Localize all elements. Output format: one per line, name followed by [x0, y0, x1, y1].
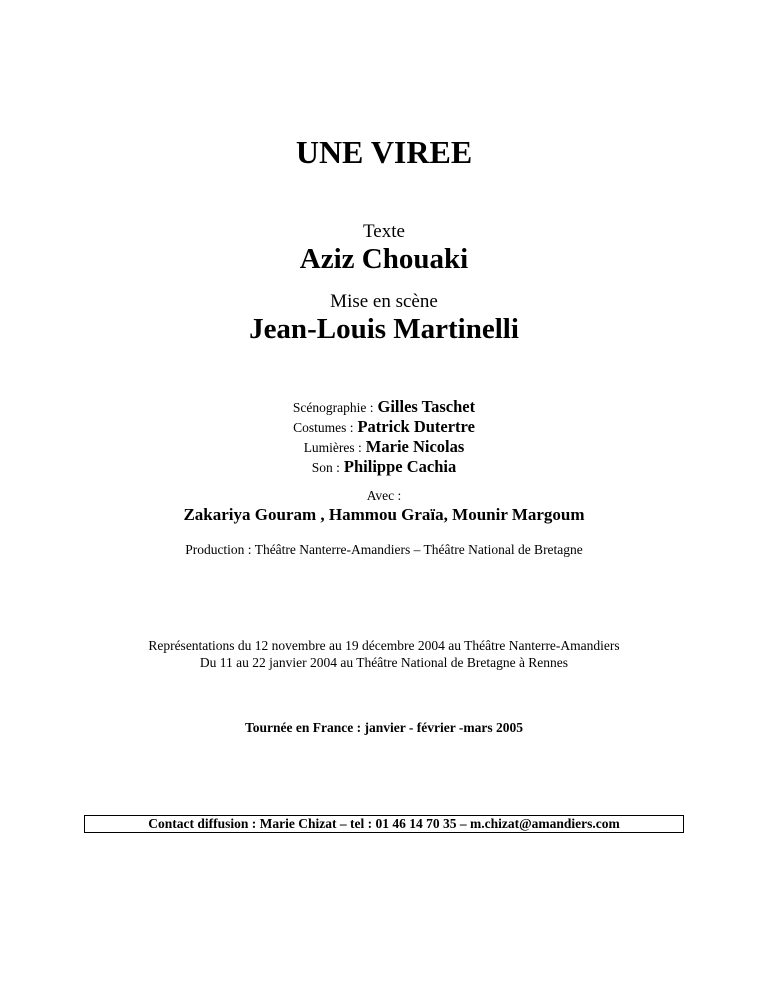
- performances-block: [0, 637, 768, 671]
- cast-names: Zakariya Gouram , Hammou Graïa, Mounir Margoum: [183, 505, 585, 524]
- credit-scenography: [0, 397, 768, 417]
- play-title: UNE VIREE: [295, 134, 473, 170]
- credit-lighting: [0, 437, 768, 457]
- credit-sound: [0, 457, 768, 477]
- director-name: Jean-Louis Martinelli: [249, 313, 519, 345]
- author-name: Aziz Chouaki: [299, 243, 469, 275]
- credit-name: Philippe Cachia: [343, 457, 457, 476]
- credit-label: Costumes :: [293, 420, 354, 435]
- performance-line: Représentations du 12 novembre au 19 décembre 2004 au Théâtre Nanterre-Amandiers: [148, 638, 620, 653]
- credit-label: Son :: [311, 460, 340, 475]
- director-label: Mise en scène: [330, 291, 438, 312]
- production-line: Production : Théâtre Nanterre-Amandiers – Théâtre National de Bretagne: [185, 542, 583, 557]
- credit-costumes: [0, 417, 768, 437]
- cast-label: Avec :: [366, 488, 402, 503]
- credits-list: [0, 397, 768, 477]
- performance-line: Du 11 au 22 janvier 2004 au Théâtre National de Bretagne à Rennes: [199, 655, 569, 670]
- credit-label: Lumières :: [303, 440, 362, 455]
- credit-label: Scénographie :: [292, 400, 374, 415]
- credit-name: Marie Nicolas: [365, 437, 465, 456]
- credit-name: Gilles Taschet: [377, 397, 476, 416]
- contact-box: Contact diffusion : Marie Chizat – tel : 01 46 14 70 35 – m.chizat@amandiers.com: [84, 815, 684, 833]
- tour-dates: Tournée en France : janvier - février -mars 2005: [245, 720, 523, 735]
- author-label: Texte: [363, 221, 405, 242]
- credit-name: Patrick Dutertre: [357, 417, 475, 436]
